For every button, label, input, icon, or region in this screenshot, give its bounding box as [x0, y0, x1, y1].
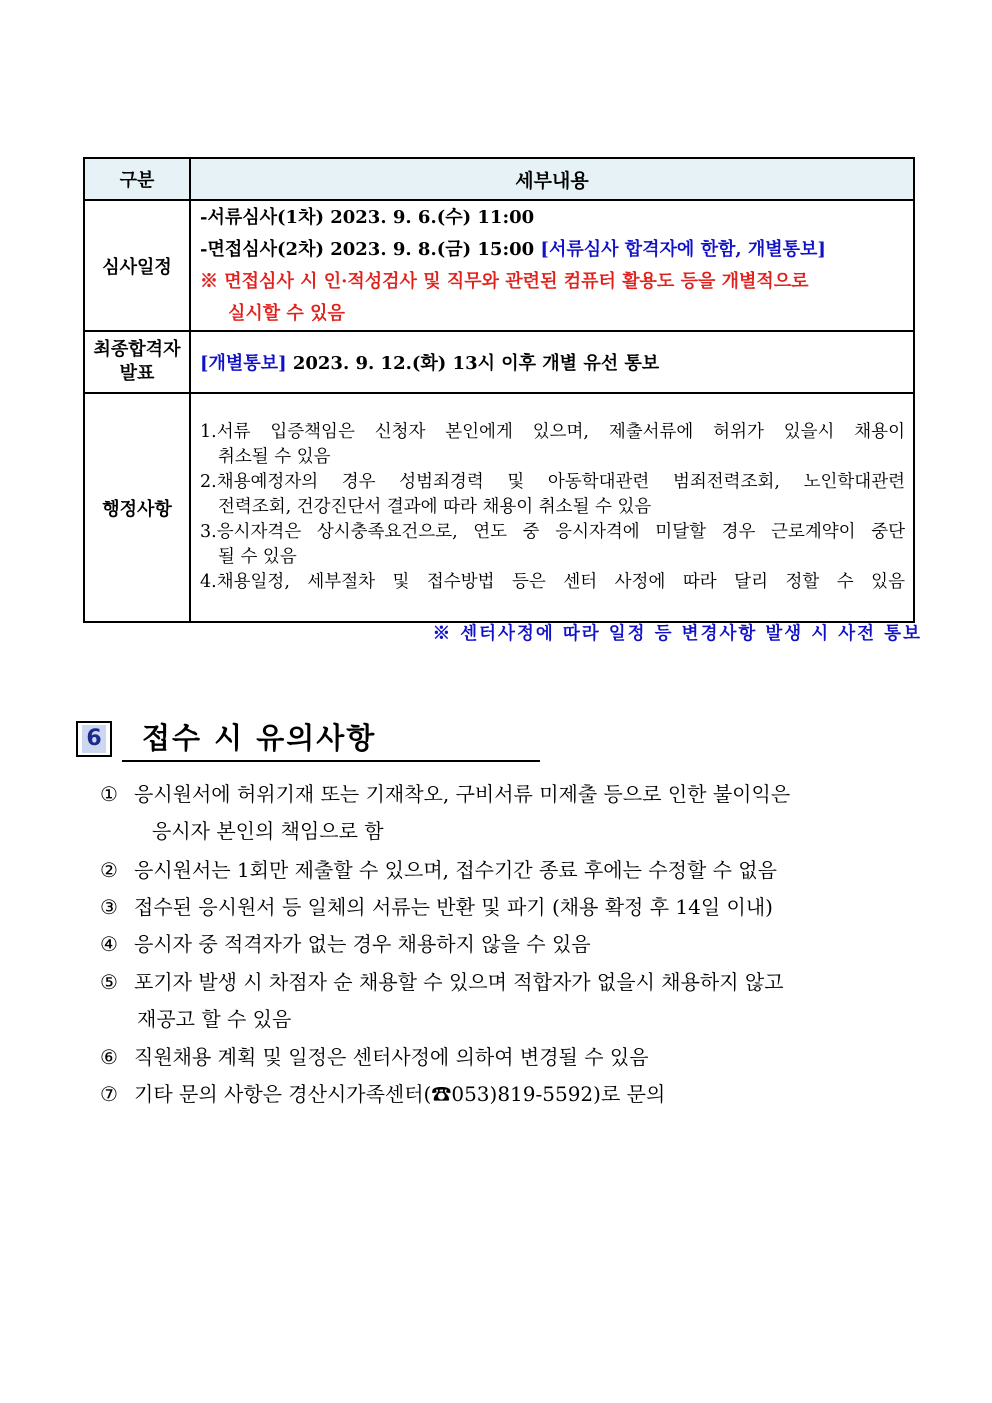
notice-item-3	[100, 889, 930, 926]
interview-line	[200, 234, 913, 266]
header-details: 세부내용	[190, 158, 914, 200]
notice-text-7: 기타 문의 사항은 경산시가족센터(☎053)819-5592)로 문의	[134, 1082, 666, 1106]
notice-item-5	[100, 964, 930, 1038]
notice-mark-5: ⑤	[100, 970, 118, 994]
schedule-content	[190, 200, 914, 331]
admin-item-3: 3.응시자격은 상시충족요건으로, 연도 중 응시자격에 미달할 경우 근로계약이 중단	[200, 522, 905, 542]
notice-text-1-cont: 응시자 본인의 책임으로 함	[152, 819, 384, 843]
admin-label: 행정사항	[84, 393, 190, 622]
final-label-line2: 발표	[119, 363, 155, 384]
notice-mark-1: ①	[100, 782, 118, 806]
admin-item-2-cont: 전력조회, 건강진단서 결과에 따라 채용이 취소될 수 있음	[218, 497, 652, 517]
admin-item-3-cont: 될 수 있음	[218, 547, 297, 567]
notice-text-4: 응시자 중 적격자가 없는 경우 채용하지 않을 수 있음	[134, 932, 591, 956]
admin-item-1-cont: 취소될 수 있음	[218, 447, 331, 467]
notice-text-5-cont: 재공고 할 수 있음	[137, 1007, 292, 1031]
schedule-label: 심사일정	[84, 200, 190, 331]
section-number: 6	[82, 725, 106, 753]
final-label-line1: 최종합격자	[93, 339, 181, 360]
notice-mark-2: ②	[100, 858, 118, 882]
admin-item-1: 1.서류 입증책임은 신청자 본인에게 있으며, 제출서류에 허위가 있을시 채용이	[200, 422, 905, 442]
aptitude-warning: ※ 면접심사 시 인·적성검사 및 직무와 관련된 컴퓨터 활용도 등을 개별적으로	[200, 270, 809, 292]
admin-item-4: 4.채용일정, 세부절차 및 접수방법 등은 센터 사정에 따라 달리 정할 수 있음	[200, 572, 905, 592]
final-announcement-row	[84, 331, 914, 393]
interview-note: [서류심사 합격자에 한함, 개별통보]	[540, 238, 826, 260]
notice-mark-3: ③	[100, 895, 118, 919]
notice-item-1	[100, 776, 930, 850]
header-category: 구분	[84, 158, 190, 200]
table-header-row	[84, 158, 914, 200]
section-title-underline	[122, 760, 540, 762]
notice-text-6: 직원채용 계획 및 일정은 센터사정에 의하여 변경될 수 있음	[134, 1045, 649, 1069]
admin-row	[84, 393, 914, 622]
aptitude-warning-cont: 실시할 수 있음	[228, 302, 345, 324]
notice-text-1: 응시원서에 허위기재 또는 기재착오, 구비서류 미제출 등으로 인한 불이익은	[134, 782, 791, 806]
section-title: 접수 시 유의사항	[142, 721, 377, 755]
admin-content	[190, 393, 914, 622]
final-content	[190, 331, 914, 393]
notice-item-7	[100, 1076, 930, 1113]
notice-text-5: 포기자 발생 시 차점자 순 채용할 수 있으며 적합자가 없을시 채용하지 않고	[134, 970, 784, 994]
document-review-line: -서류심사(1차) 2023. 9. 6.(수) 11:00	[200, 206, 535, 228]
schedule-change-note: ※ 센터사정에 따라 일정 등 변경사항 발생 시 사전 통보	[432, 624, 922, 644]
notice-mark-7: ⑦	[100, 1082, 118, 1106]
notice-item-6	[100, 1039, 930, 1076]
individual-notice-tag: [개별통보]	[200, 353, 287, 374]
notice-item-2	[100, 852, 930, 889]
schedule-row	[84, 200, 914, 331]
notice-text-3: 접수된 응시원서 등 일체의 서류는 반환 및 파기 (채용 확정 후 14일 이내)	[134, 895, 773, 919]
recruitment-details-table	[83, 157, 915, 623]
interview-schedule: -면접심사(2차) 2023. 9. 8.(금) 15:00	[200, 238, 541, 260]
notice-mark-4: ④	[100, 932, 118, 956]
section-number-badge	[76, 721, 112, 757]
final-label	[84, 331, 190, 393]
notice-mark-6: ⑥	[100, 1045, 118, 1069]
notice-item-4	[100, 926, 930, 963]
admin-item-2: 2.채용예정자의 경우 성범죄경력 및 아동학대관련 범죄전력조회, 노인학대관련	[200, 472, 905, 492]
final-announcement-text: 2023. 9. 12.(화) 13시 이후 개별 유선 통보	[286, 353, 660, 374]
notice-text-2: 응시원서는 1회만 제출할 수 있으며, 접수기간 종료 후에는 수정할 수 없음	[134, 858, 777, 882]
